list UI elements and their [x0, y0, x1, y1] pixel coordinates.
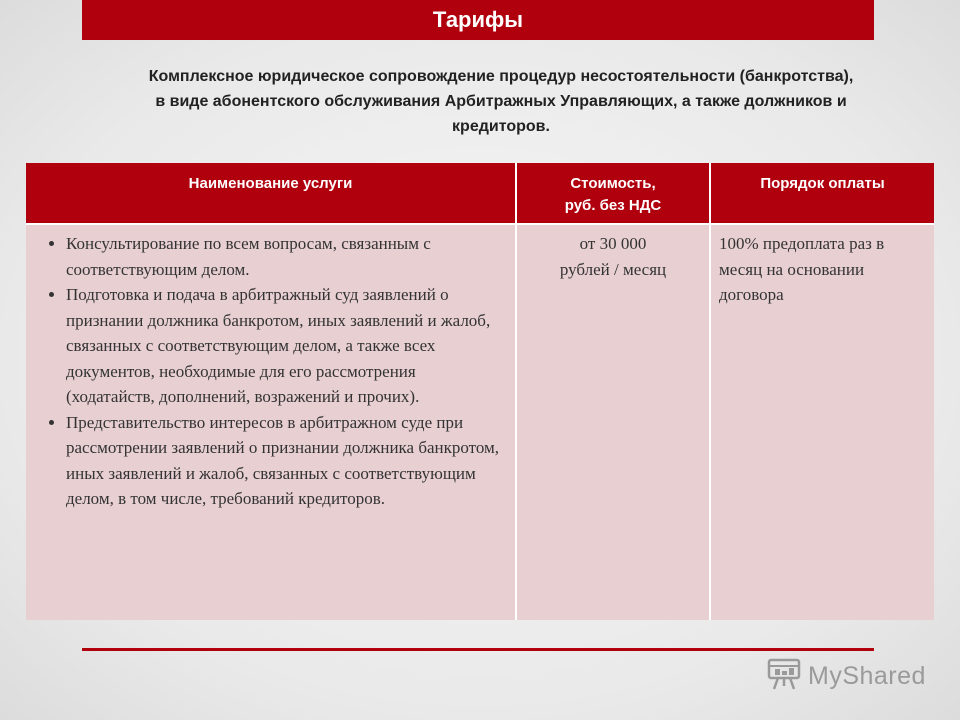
- header-cost: [515, 163, 709, 223]
- subtitle: [70, 64, 932, 139]
- divider: [82, 648, 874, 651]
- list-item: • Подготовка и подача в арбитражный суд заявлений о признании должника банкротом, иных заявлений и жалоб, связанных с соответствующим делом, а также всех документов, необходимые для его рассмотрения (ходатайств, дополнений, возражений и прочих).: [66, 282, 505, 410]
- tariff-table: [26, 163, 934, 620]
- header-cost-line: руб. без НДС: [564, 197, 662, 214]
- cost-unit: рублей / месяц: [559, 259, 667, 279]
- services-list: [26, 225, 515, 512]
- cost-cell: [515, 225, 709, 620]
- services-cell: [26, 225, 515, 620]
- payment-cell: 100% предоплата раз в месяц на основании договора: [709, 225, 934, 620]
- projector-icon: [766, 656, 802, 697]
- header-cost-line: Стоимость,: [570, 175, 656, 192]
- header-service: Наименование услуги: [188, 175, 353, 192]
- subtitle-line: Комплексное юридическое сопровождение процедур несостоятельности (банкротства),: [148, 68, 854, 85]
- title-bar: [82, 0, 874, 40]
- page-title: Тарифы: [432, 7, 524, 32]
- list-item: • Представительство интересов в арбитражном суде при рассмотрении заявлений о признании должника банкротом, иных заявлений и жалоб, связанных с соответствующим делом, в том числе, требований кредиторов.: [66, 410, 505, 512]
- logo-text: MyShared: [808, 661, 926, 690]
- list-item: • Консультирование по всем вопросам, связанным с соответствующим делом.: [66, 231, 505, 282]
- table-header: [26, 163, 934, 225]
- header-payment: Порядок оплаты: [709, 163, 934, 223]
- table-row: [26, 225, 934, 620]
- subtitle-line: в виде абонентского обслуживания Арбитражных Управляющих, а также должников и: [155, 93, 847, 110]
- cost-value: от 30 000: [579, 234, 647, 253]
- subtitle-line: кредиторов.: [452, 118, 550, 135]
- logo: [766, 656, 926, 696]
